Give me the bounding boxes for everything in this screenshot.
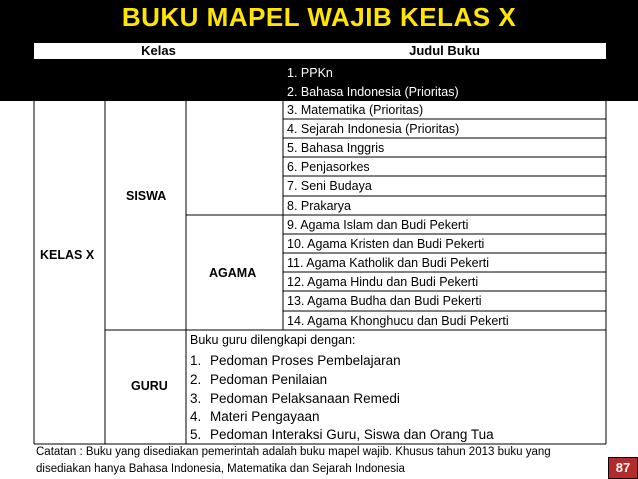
header-kelas: Kelas xyxy=(34,43,283,59)
guru-list-item xyxy=(190,427,494,442)
guru-label: GURU xyxy=(131,379,168,393)
footnote-line-2: disediakan hanya Bahasa Indonesia, Matematika dan Sejarah Indonesia xyxy=(36,463,405,475)
guru-item-text: Pedoman Proses Pembelajaran xyxy=(210,353,401,368)
guru-list-item xyxy=(190,372,327,387)
book-item: 2. Bahasa Indonesia (Prioritas) xyxy=(287,85,459,99)
book-item: 7. Seni Budaya xyxy=(287,179,372,193)
book-item: 14. Agama Khonghucu dan Budi Pekerti xyxy=(287,314,509,328)
guru-item-text: Pedoman Interaksi Guru, Siswa dan Orang Tua xyxy=(210,427,494,442)
guru-list-item xyxy=(190,409,320,424)
book-item: 1. PPKn xyxy=(287,66,333,80)
page-number-badge: 87 xyxy=(608,457,638,479)
guru-intro: Buku guru dilengkapi dengan: xyxy=(190,333,356,347)
book-item: 10. Agama Kristen dan Budi Pekerti xyxy=(287,237,485,251)
book-item: 6. Penjasorkes xyxy=(287,160,370,174)
guru-item-number: 5. xyxy=(190,427,202,442)
guru-list-item xyxy=(190,391,400,406)
header-judul-buku: Judul Buku xyxy=(283,43,606,59)
agama-label: AGAMA xyxy=(209,266,257,280)
guru-item-text: Pedoman Penilaian xyxy=(210,372,328,387)
guru-item-number: 1. xyxy=(190,353,202,368)
book-item: 12. Agama Hindu dan Budi Pekerti xyxy=(287,275,479,289)
guru-list-item xyxy=(190,353,401,368)
kelas-label: KELAS X xyxy=(40,248,95,262)
book-item: 4. Sejarah Indonesia (Prioritas) xyxy=(287,122,460,136)
book-item: 13. Agama Budha dan Budi Pekerti xyxy=(287,294,482,308)
book-item: 5. Bahasa Inggris xyxy=(287,141,385,155)
slide-title: BUKU MAPEL WAJIB KELAS X xyxy=(121,2,517,32)
book-item: 11. Agama Katholik dan Budi Pekerti xyxy=(287,256,489,270)
book-item: 8. Prakarya xyxy=(287,199,351,213)
book-item: 3. Matematika (Prioritas) xyxy=(287,103,424,117)
book-item: 9. Agama Islam dan Budi Pekerti xyxy=(287,218,469,232)
guru-item-text: Pedoman Pelaksanaan Remedi xyxy=(210,391,400,406)
guru-item-number: 2. xyxy=(190,372,202,387)
guru-item-number: 4. xyxy=(190,409,202,424)
footnote-line-1: Catatan : Buku yang disediakan pemerintah adalah buku mapel wajib. Khusus tahun 2013 buku yang xyxy=(36,446,551,458)
guru-item-text: Materi Pengayaan xyxy=(210,409,320,424)
siswa-label: SISWA xyxy=(126,189,167,203)
guru-item-number: 3. xyxy=(190,391,202,406)
